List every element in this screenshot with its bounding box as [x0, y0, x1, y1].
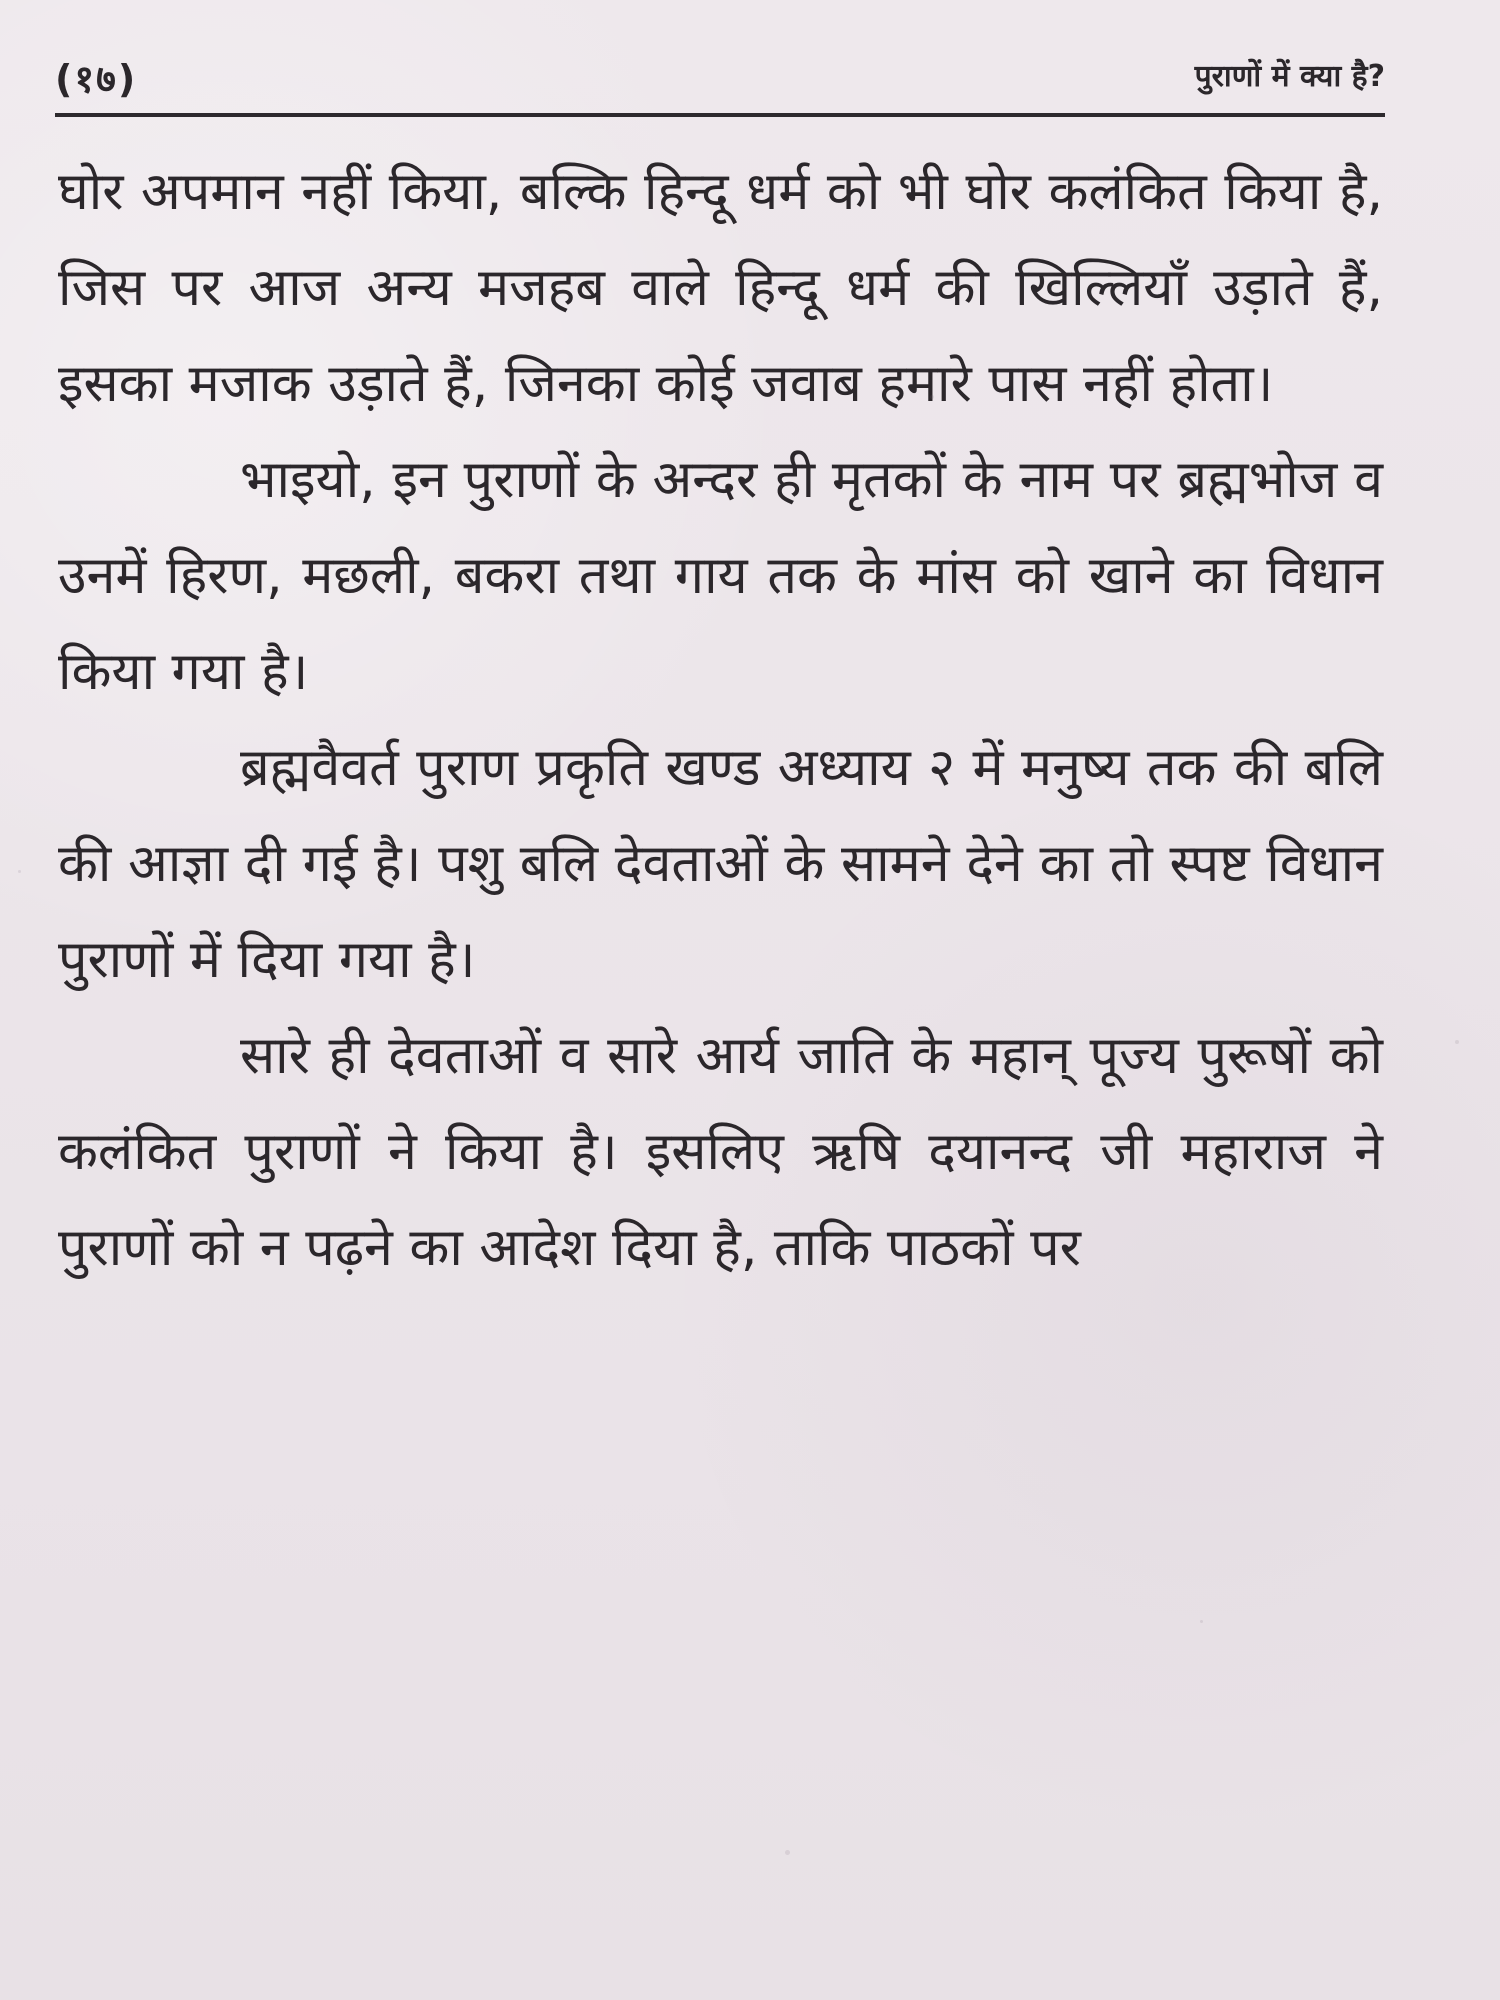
- print-speck: [785, 1850, 790, 1855]
- page-number: (१७): [55, 57, 138, 101]
- running-title: पुराणों में क्या है?: [1194, 59, 1385, 94]
- header-divider: [55, 113, 1385, 117]
- print-speck: [930, 395, 934, 399]
- body-text: [58, 144, 1383, 1296]
- paragraph-4: सारे ही देवताओं व सारे आर्य जाति के महान् पूज्य पुरूषों को कलंकित पुराणों ने किया है। इसलिए ऋषि दयानन्द जी महाराज ने पुराणों को न पढ़ने का आदेश दिया है, ताकि पाठकों पर: [58, 1026, 1383, 1278]
- page-header: [55, 52, 1385, 110]
- print-speck: [1200, 1620, 1203, 1623]
- paragraph-2: भाइयो, इन पुराणों के अन्दर ही मृतकों के नाम पर ब्रह्मभोज व उनमें हिरण, मछली, बकरा तथा गाय तक के मांस को खाने का विधान किया गया है।: [58, 450, 1383, 702]
- paragraph-1: घोर अपमान नहीं किया, बल्कि हिन्दू धर्म को भी घोर कलंकित किया है, जिस पर आज अन्य मजहब वाले हिन्दू धर्म की खिल्लियाँ उड़ाते हैं, इसका मजाक उड़ाते हैं, जिनका कोई जवाब हमारे पास नहीं होता।: [58, 162, 1383, 414]
- print-speck: [1455, 1040, 1459, 1044]
- print-speck: [18, 870, 21, 873]
- paragraph-3: ब्रह्मवैवर्त पुराण प्रकृति खण्ड अध्याय २ में मनुष्य तक की बलि की आज्ञा दी गई है। पशु बलि देवताओं के सामने देने का तो स्पष्ट विधान पुराणों में दिया गया है।: [58, 738, 1383, 990]
